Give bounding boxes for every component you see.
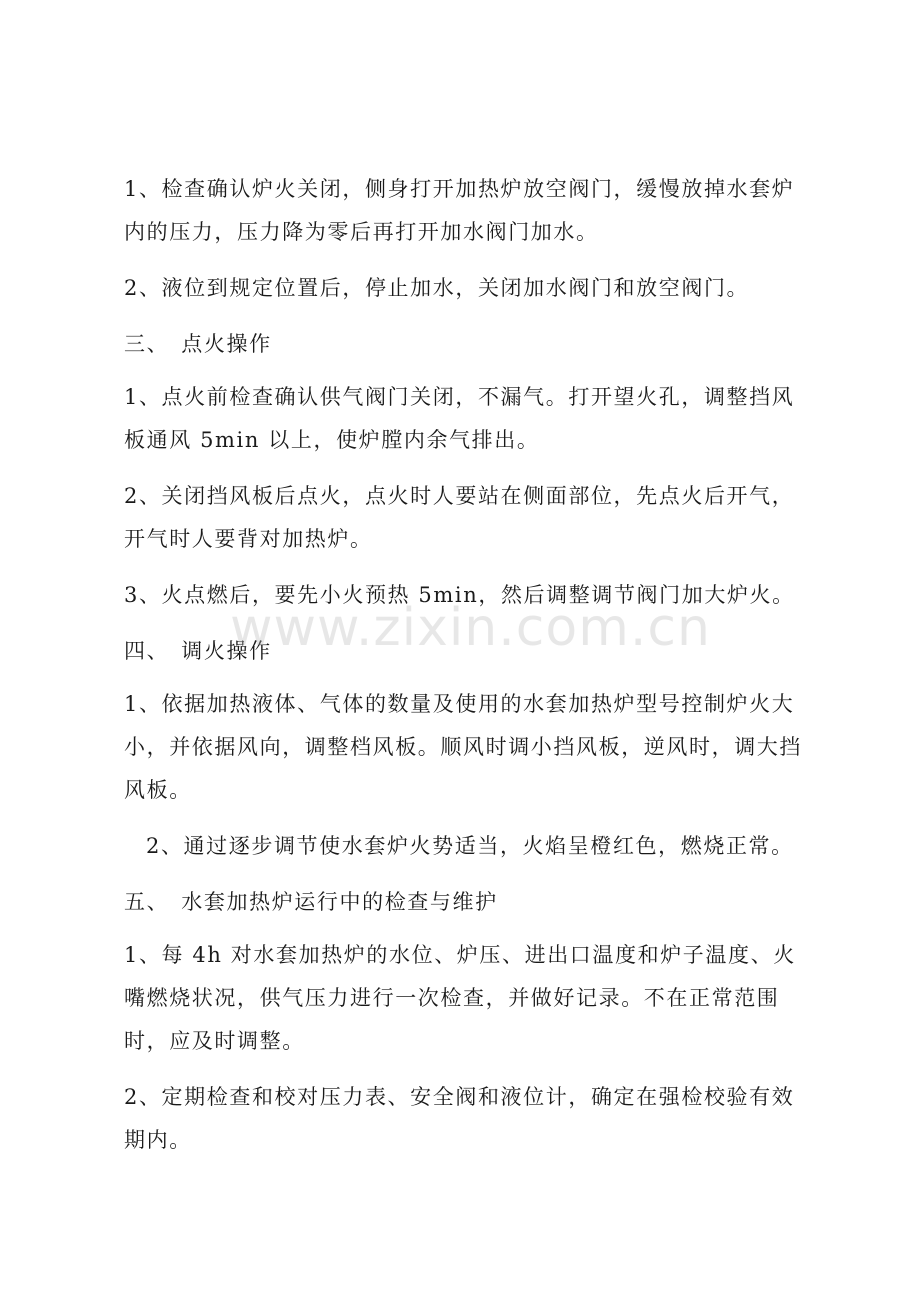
section-heading-ignition: 三、 点火操作 — [124, 332, 272, 356]
paragraph-inspection-1: 1、每 4h 对水套加热炉的水位、炉压、进出口温度和炉子温度、火嘴燃烧状况，供气压力进行一次检查，并做好记录。不在正常范围时，应及时调整。 — [124, 943, 796, 1053]
paragraph-fire-adjust-1: 1、依据加热液体、气体的数量及使用的水套加热炉型号控制炉火大小，并依据风向，调整档风板。顺风时调小挡风板，逆风时，调大挡风板。 — [124, 692, 802, 802]
watermark-text: www.zixin.com.cn — [230, 598, 711, 658]
paragraph-fire-adjust-2: 2、通过逐步调节使水套炉火势适当，火焰呈橙红色，燃烧正常。 — [146, 834, 794, 858]
section-heading-inspection: 五、 水套加热炉运行中的检查与维护 — [124, 890, 498, 914]
paragraph-inspection-2: 2、定期检查和校对压力表、安全阀和液位计，确定在强检校验有效期内。 — [124, 1085, 795, 1152]
paragraph-ignition-3: 3、火点燃后，要先小火预热 5min，然后调整调节阀门加大炉火。 — [124, 583, 795, 607]
document-body — [124, 168, 814, 1175]
section-heading-fire-adjust: 四、 调火操作 — [124, 639, 272, 663]
paragraph-ignition-2: 2、关闭挡风板后点火，点火时人要站在侧面部位，先点火后开气，开气时人要背对加热炉。 — [124, 484, 795, 551]
paragraph-step-1-check-valves: 1、检查确认炉火关闭，侧身打开加热炉放空阀门，缓慢放掉水套炉内的压力，压力降为零后再打开加水阀门加水。 — [124, 177, 795, 244]
paragraph-step-2-level: 2、液位到规定位置后，停止加水，关闭加水阀门和放空阀门。 — [124, 276, 750, 300]
paragraph-ignition-1: 1、点火前检查确认供气阀门关闭，不漏气。打开望火孔，调整挡风板通风 5min 以上，使炉膛内余气排出。 — [124, 385, 795, 452]
